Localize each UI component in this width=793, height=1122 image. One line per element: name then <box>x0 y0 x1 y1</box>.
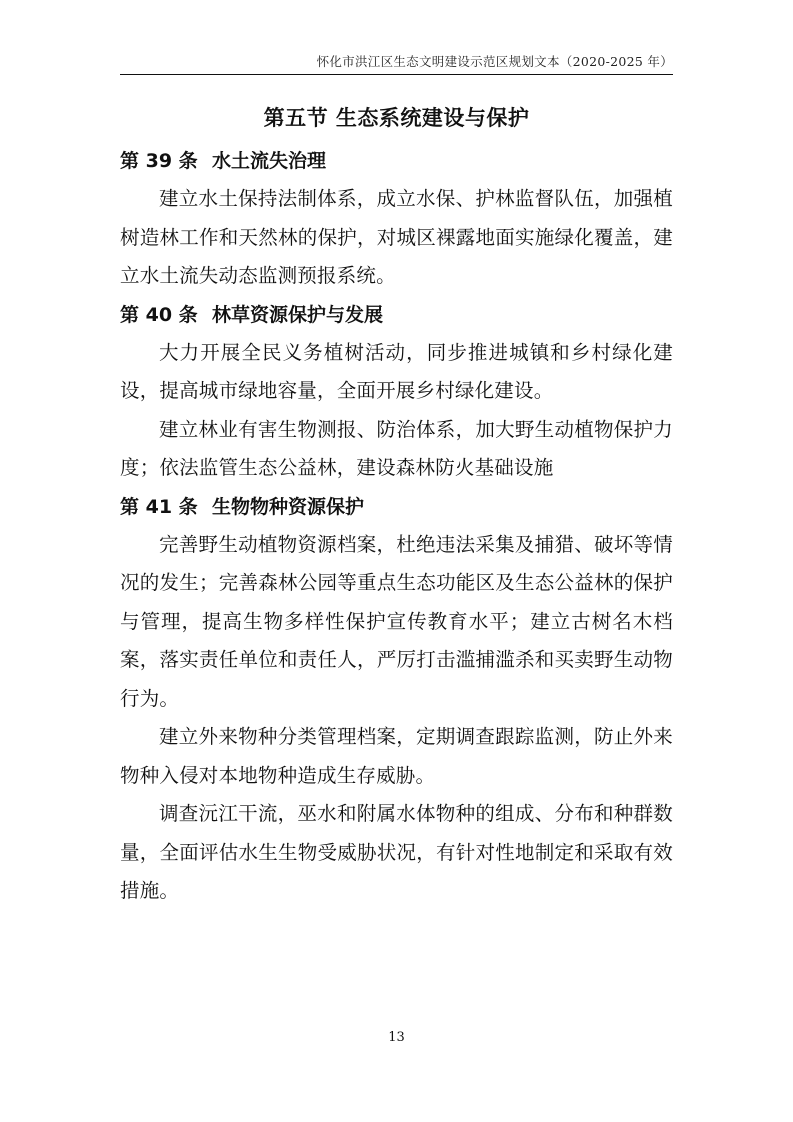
article-number: 第 39 条 <box>120 150 198 172</box>
article-title: 生物物种资源保护 <box>212 495 365 518</box>
running-header: 怀化市洪江区生态文明建设示范区规划文本（2020-2025 年） <box>316 54 673 69</box>
article-title: 水土流失治理 <box>212 150 327 172</box>
paragraph: 调查沅江干流，巫水和附属水体物种的组成、分布和种群数量，全面评估水生生物受威胁状况，有针对性地制定和采取有效措施。 <box>120 802 673 902</box>
article-heading <box>120 142 673 180</box>
article-41 <box>120 488 673 911</box>
article-39 <box>120 142 673 296</box>
paragraph: 建立外来物种分类管理档案，定期调查跟踪监测，防止外来物种入侵对本地物种造成生存威胁。 <box>120 725 673 787</box>
article-heading <box>120 296 673 334</box>
article-40 <box>120 296 673 488</box>
paragraph: 建立林业有害生物测报、防治体系，加大野生动植物保护力度；依法监管生态公益林，建设森林防火基础设施 <box>120 417 673 479</box>
article-heading <box>120 488 673 526</box>
article-number: 第 40 条 <box>120 303 198 326</box>
paragraph: 完善野生动植物资源档案，杜绝违法采集及捕猎、破坏等情况的发生；完善森林公园等重点生态功能区及生态公益林的保护与管理，提高生物多样性保护宣传教育水平；建立古树名木档案，落实责任单位和责任人，严厉打击滥捕滥杀和买卖野生动物行为。 <box>120 532 673 710</box>
page-number: 13 <box>388 1030 405 1045</box>
paragraph: 建立水土保持法制体系，成立水保、护林监督队伍，加强植树造林工作和天然林的保护，对城区裸露地面实施绿化覆盖，建立水土流失动态监测预报系统。 <box>120 187 673 287</box>
article-number: 第 41 条 <box>120 495 198 518</box>
header-rule <box>120 74 673 75</box>
paragraph: 大力开展全民义务植树活动，同步推进城镇和乡村绿化建设，提高城市绿地容量，全面开展乡村绿化建设。 <box>120 340 673 402</box>
section-title: 第五节 生态系统建设与保护 <box>263 106 530 130</box>
document-body <box>120 142 673 911</box>
article-title: 林草资源保护与发展 <box>212 303 384 326</box>
